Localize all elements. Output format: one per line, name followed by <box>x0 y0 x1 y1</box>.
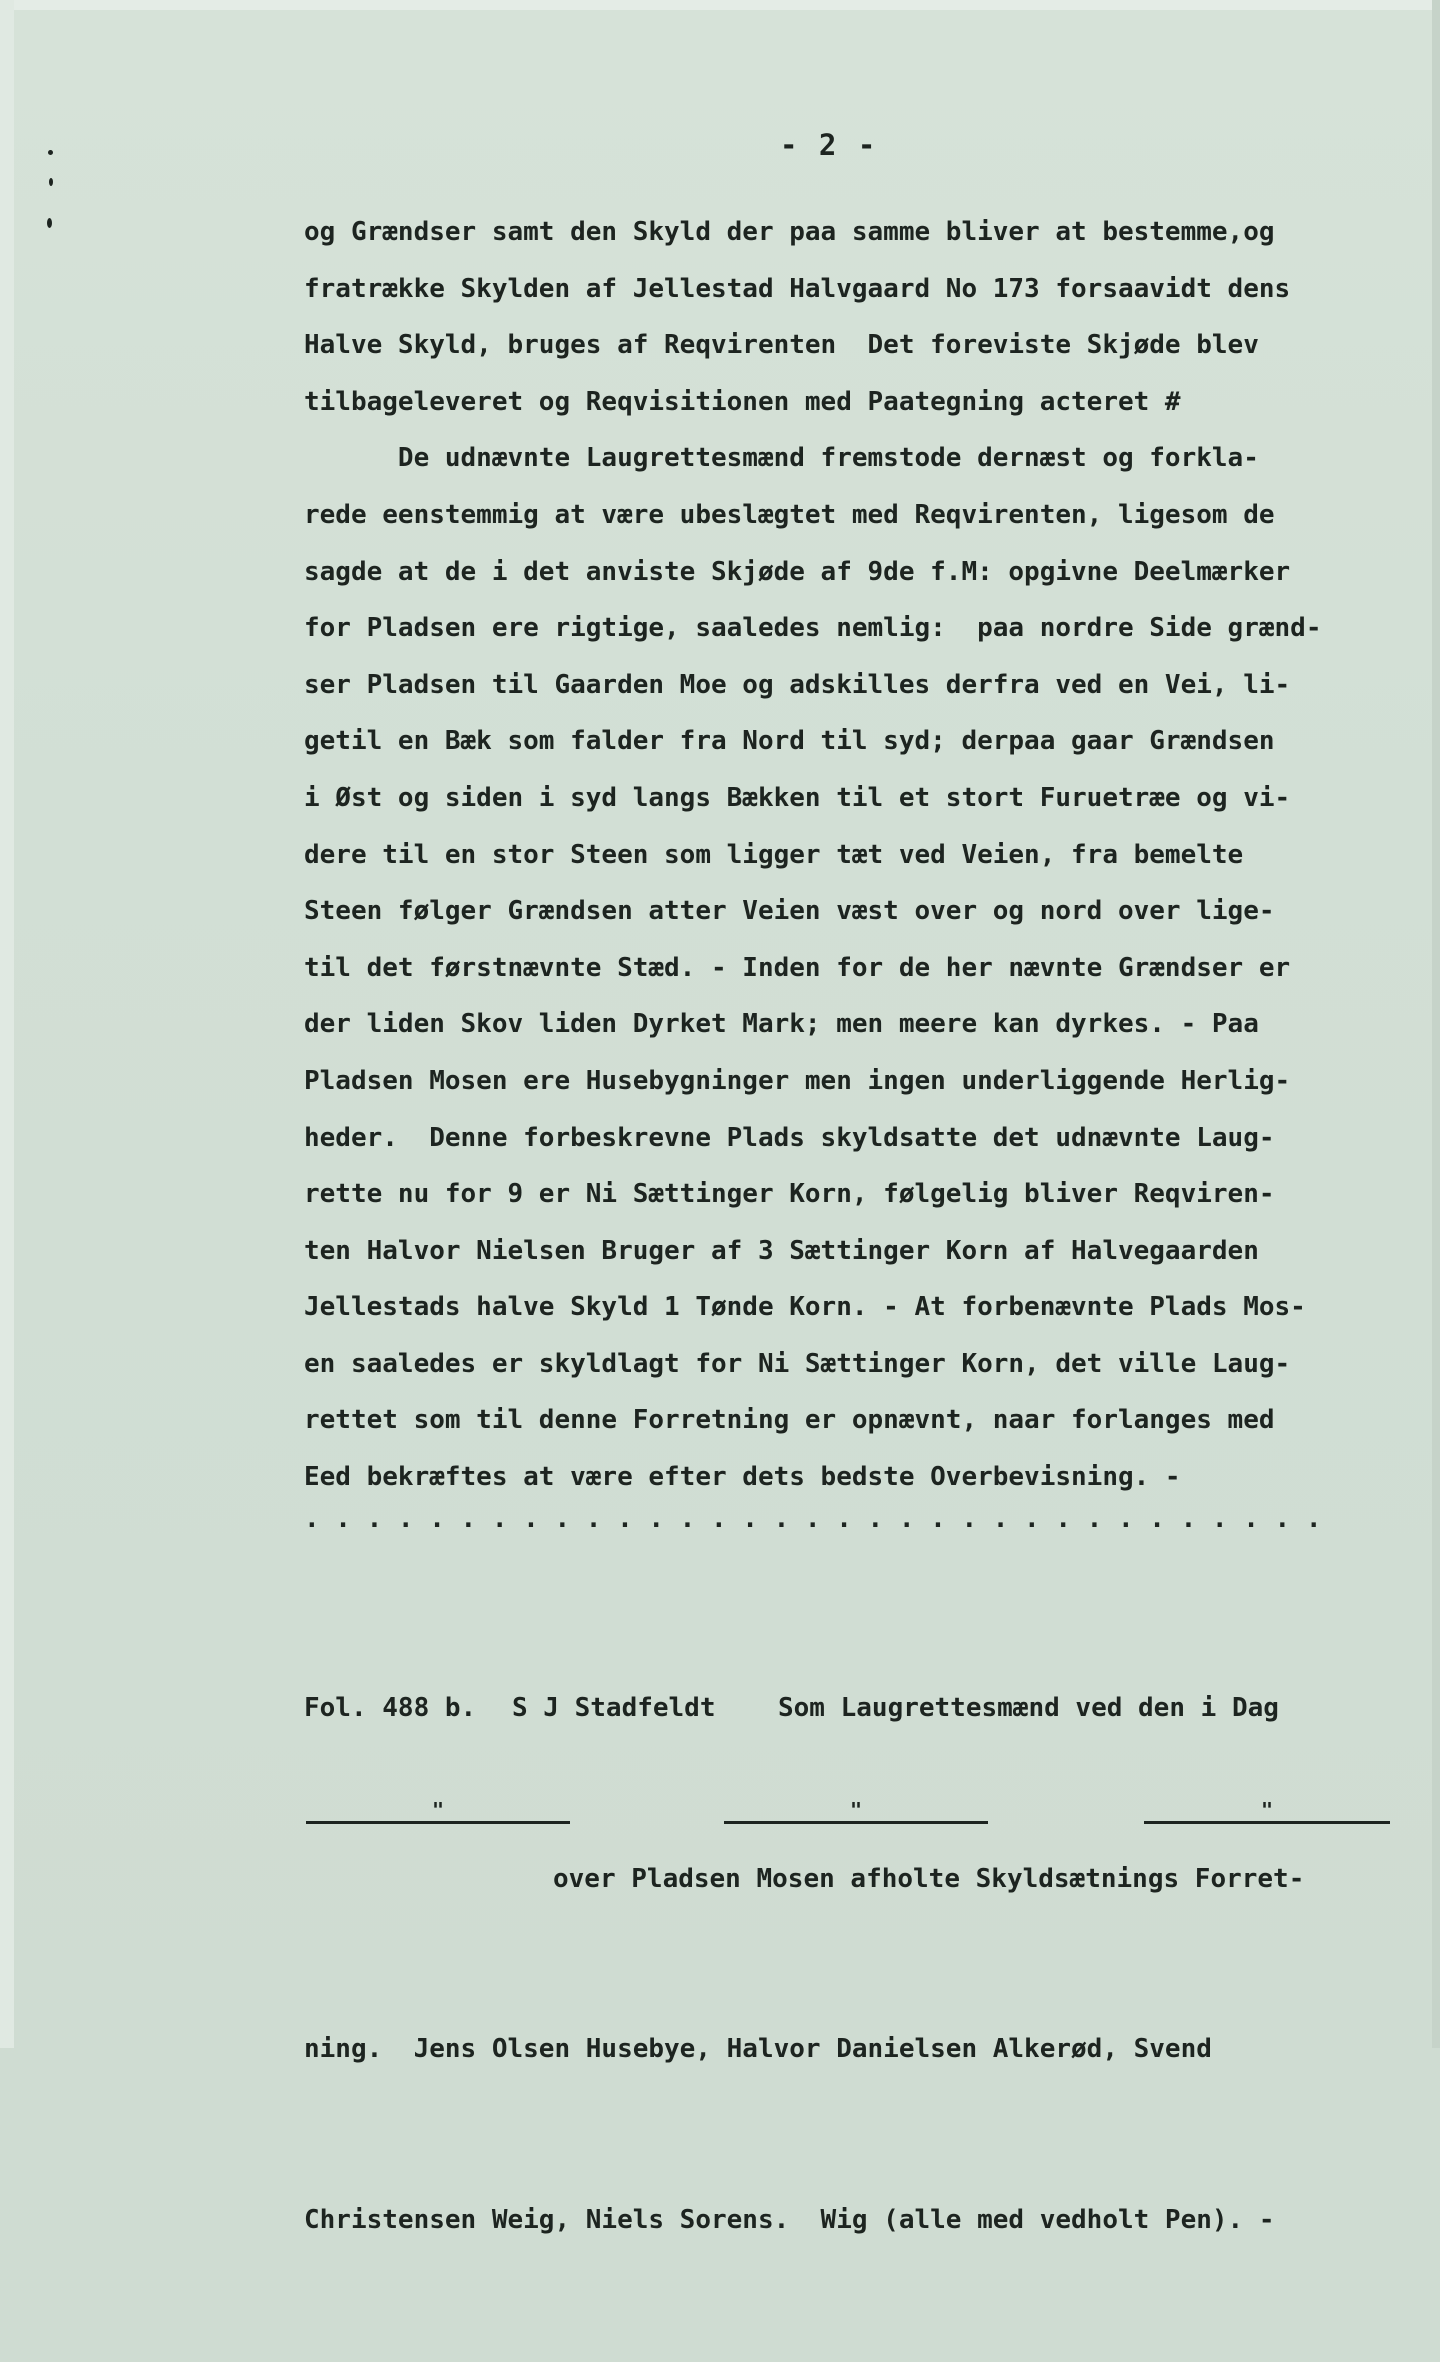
text-line: i Øst og siden i syd langs Bækken til et stort Furuetræe og vi- <box>304 782 1291 813</box>
clerk-name: S J Stadfeldt <box>512 1693 716 1723</box>
text-line: der liden Skov liden Dyrket Mark; men meere kan dyrkes. - Paa <box>304 1009 1259 1040</box>
text-line: Pladsen Mosen ere Husebygninger men ingen underliggende Herlig- <box>304 1065 1291 1096</box>
text-line: Jellestads halve Skyld 1 Tønde Korn. - At forbenævnte Plads Mos- <box>304 1292 1306 1323</box>
ditto-mark: " <box>1260 1798 1274 1822</box>
text-line: en saaledes er skyldlagt for Ni Sættinger Korn, det ville Laug- <box>304 1348 1291 1379</box>
ditto-mark: " <box>849 1798 863 1822</box>
text-line: rette nu for 9 er Ni Sættinger Korn, følgelig bliver Reqviren- <box>304 1179 1275 1210</box>
text-line: Eed bekræftes at være efter dets bedste Overbevisning. - <box>304 1462 1181 1493</box>
text-line: Halve Skyld, bruges af Reqvirenten Det foreviste Skjøde blev <box>304 330 1259 361</box>
footer-line-3 <box>304 2021 1304 2078</box>
text-line: tilbageleveret og Reqvisitionen med Paategning acteret # <box>304 386 1181 417</box>
margin-mark <box>47 218 52 228</box>
text-line: heder. Denne forbeskrevne Plads skyldsatte det udnævnte Laug- <box>304 1122 1275 1153</box>
text-line: De udnævnte Laugrettesmænd fremstode dernæst og forkla- <box>304 443 1259 474</box>
text-line: sagde at de i det anviste Skjøde af 9de f.M: opgivne Deelmærker <box>304 556 1291 587</box>
document-body <box>304 204 1424 1506</box>
footer-text: Christensen Weig, Niels Sorens. Wig (alle med vedholt Pen). - <box>304 2204 1275 2235</box>
text-line: getil en Bæk som falder fra Nord til syd; derpaa gaar Grændsen <box>304 726 1275 757</box>
text-line: rettet som til denne Forretning er opnævnt, naar forlanges med <box>304 1405 1275 1436</box>
signature-line-2 <box>724 1798 988 1824</box>
text-line: for Pladsen ere rigtige, saaledes nemlig: paa nordre Side grænd- <box>304 613 1322 644</box>
page-edge-right <box>1432 0 1440 2048</box>
signature-line-1 <box>306 1798 570 1824</box>
signature-line-3 <box>1144 1798 1390 1824</box>
text-line: og Grændser samt den Skyld der paa samme bliver at bestemme,og <box>304 217 1275 247</box>
margin-mark <box>48 150 53 155</box>
footer-text: ning. Jens Olsen Husebye, Halvor Danielsen Alkerød, Svend <box>304 2034 1212 2065</box>
page-number: - 2 - <box>780 128 878 162</box>
ditto-mark: " <box>431 1798 445 1822</box>
text-line: ser Pladsen til Gaarden Moe og adskilles derfra ved en Vei, li- <box>304 669 1291 700</box>
page-edge-top <box>0 0 1440 10</box>
footer-block <box>304 1566 1304 2362</box>
footer-text: Som Laugrettesmænd ved den i Dag <box>778 1693 1279 1723</box>
text-line: ten Halvor Nielsen Bruger af 3 Sættinger Korn af Halvegaarden <box>304 1235 1259 1266</box>
margin-mark <box>49 178 53 186</box>
footer-line-4 <box>304 2192 1304 2249</box>
text-line: fratrække Skylden af Jellestad Halvgaard No 173 forsaavidt dens <box>304 273 1291 304</box>
footer-text: over Pladsen Mosen afholte Skyldsætnings Forret- <box>553 1863 1305 1894</box>
footer-line-2 <box>304 1851 1304 1908</box>
folio-reference: Fol. 488 b. <box>304 1693 477 1723</box>
separator-dots: . . . . . . . . . . . . . . . . . . . . . . . . . . . . . . . . . <box>304 1504 1322 1534</box>
text-line: til det førstnævnte Stæd. - Inden for de her nævnte Grændser er <box>304 952 1291 983</box>
text-line: Steen følger Grændsen atter Veien væst over og nord over lige- <box>304 896 1275 927</box>
footer-line-1 <box>304 1680 1304 1737</box>
text-line: dere til en stor Steen som ligger tæt ved Veien, fra bemelte <box>304 839 1244 870</box>
text-line: rede eenstemmig at være ubeslægtet med Reqvirenten, ligesom de <box>304 499 1275 530</box>
page-edge-left <box>0 0 14 2048</box>
